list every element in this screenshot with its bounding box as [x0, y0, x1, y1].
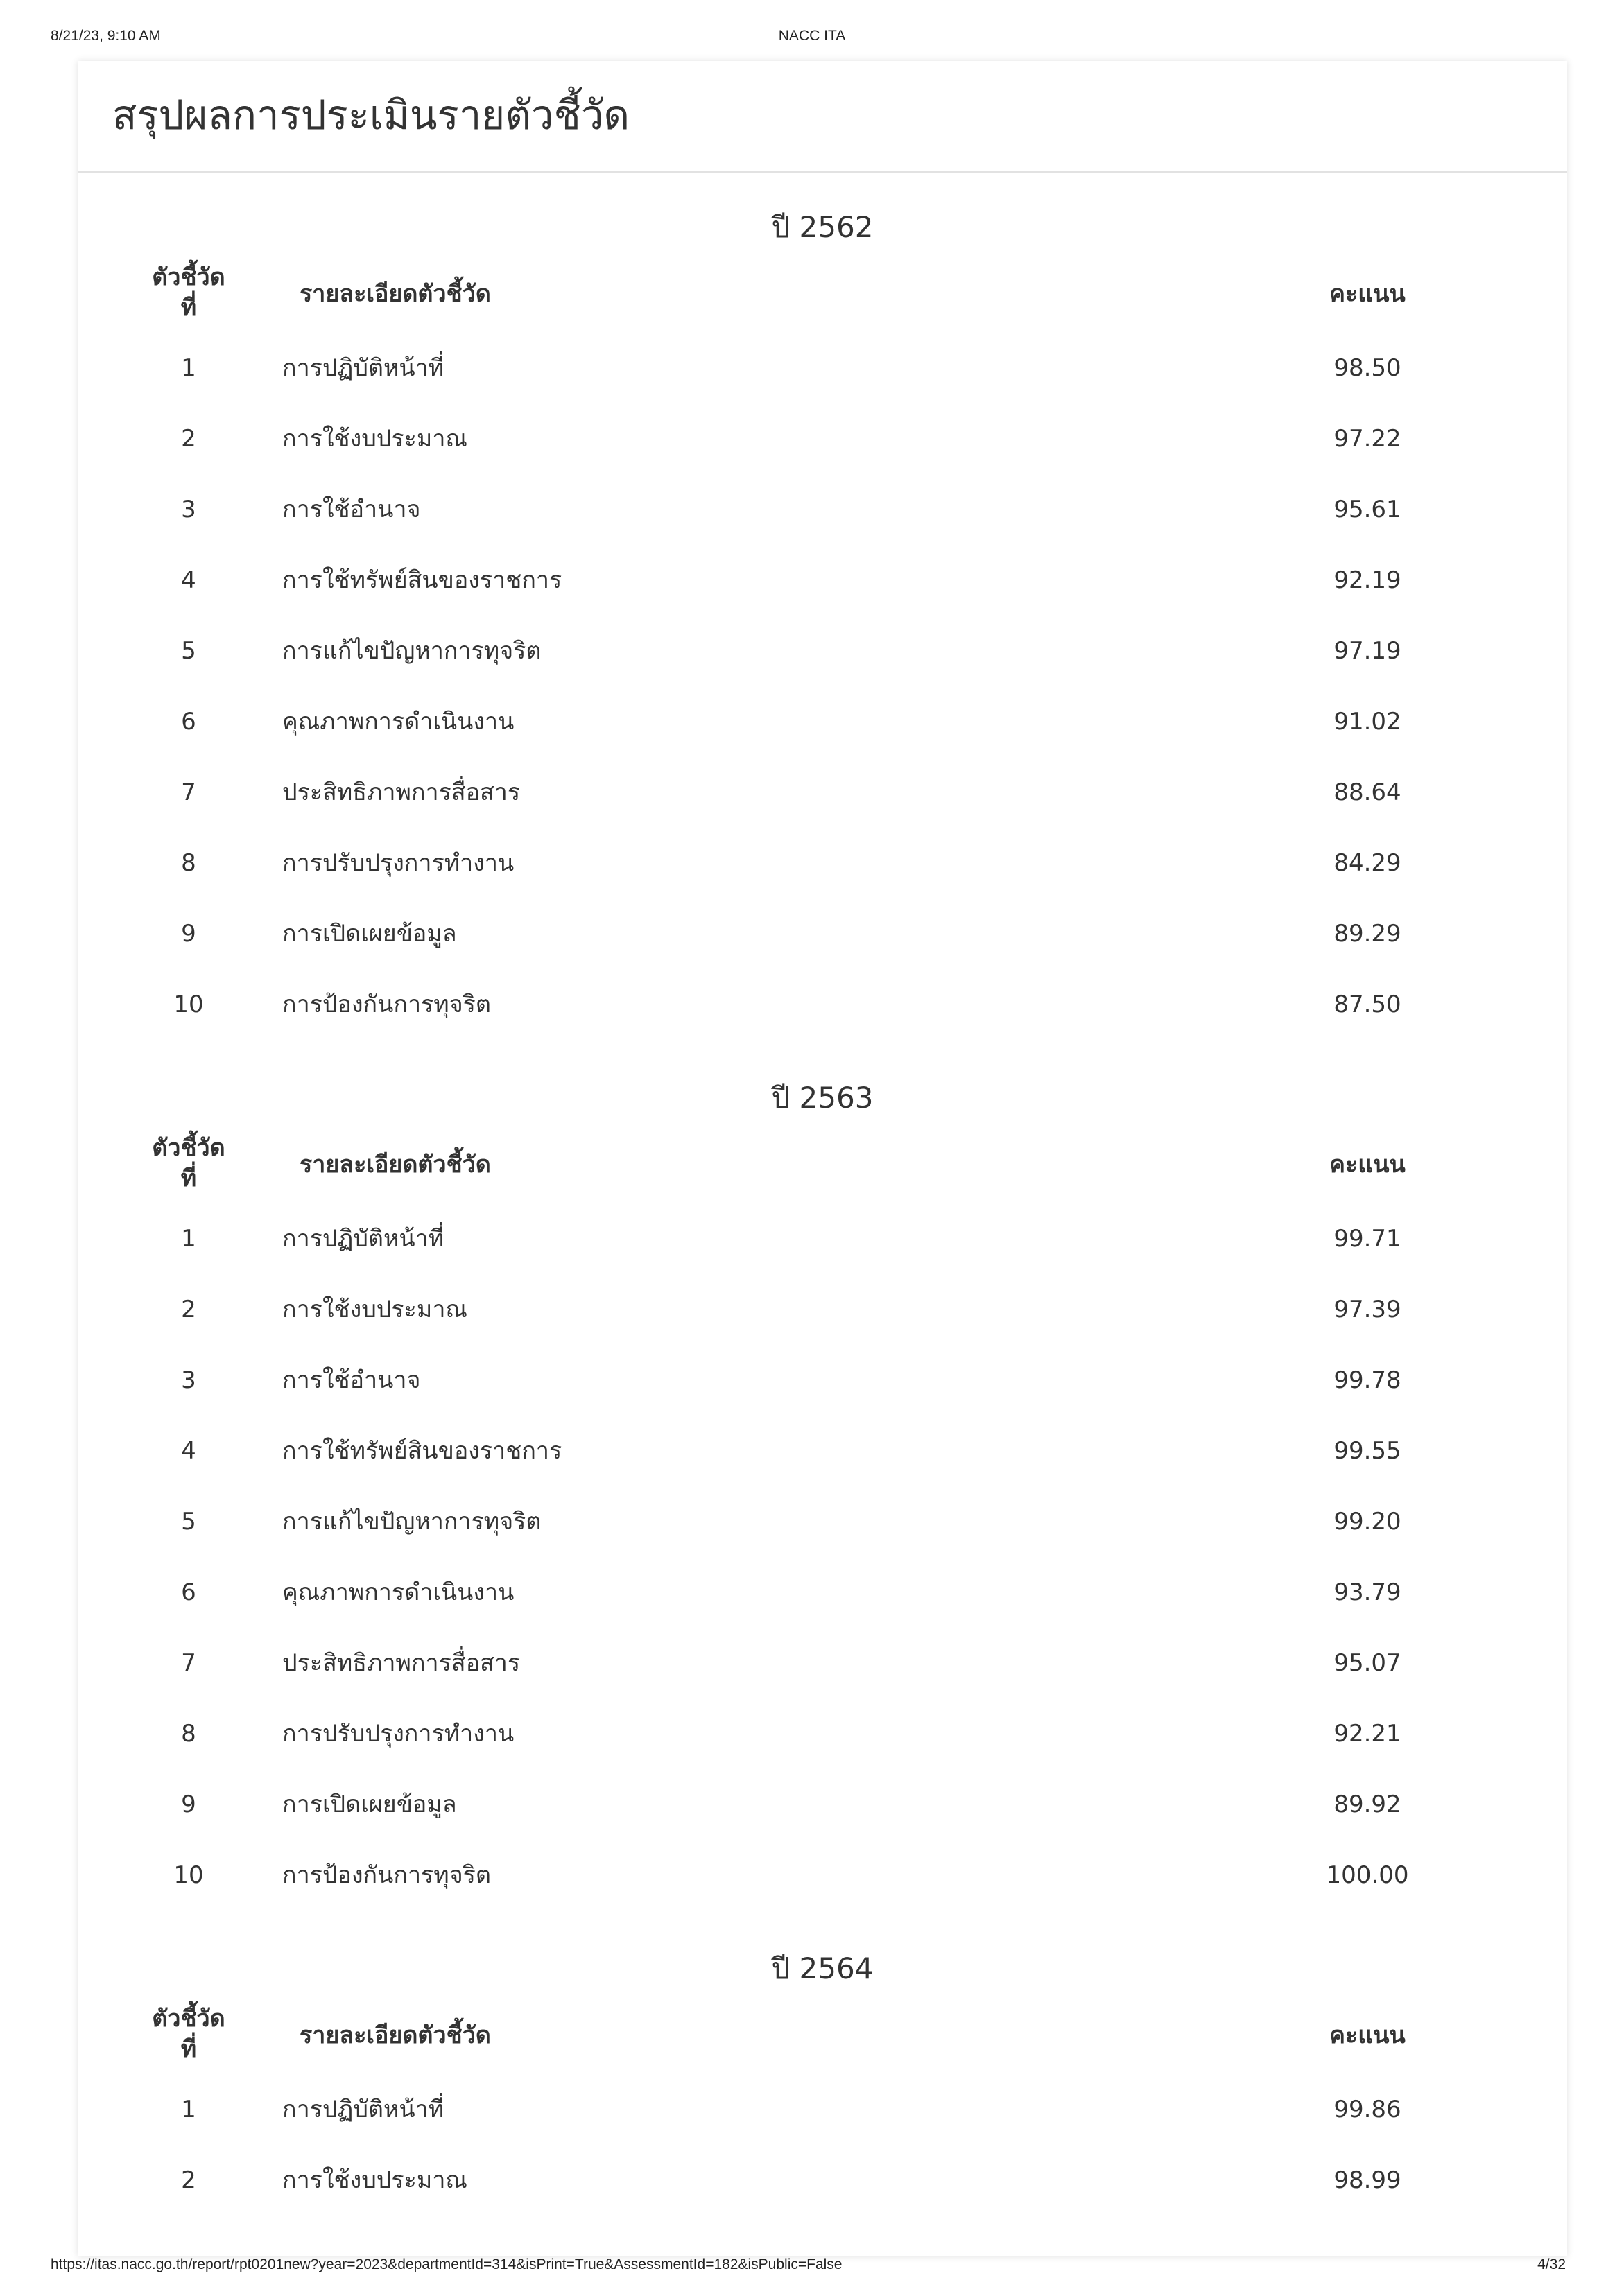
indicator-description: การใช้ทรัพย์สินของราชการ [282, 566, 562, 594]
indicator-no: 9 [181, 920, 196, 948]
table-row [78, 1345, 1567, 1416]
indicator-score: 95.07 [1333, 1649, 1401, 1677]
indicator-no: 8 [181, 1720, 196, 1748]
indicator-description: การใช้งบประมาณ [282, 1296, 467, 1323]
header-indicator-no-line1: ตัวชี้วัด [152, 1134, 225, 1162]
header-score: คะแนน [1329, 1151, 1406, 1179]
table-row [78, 545, 1567, 616]
table-row [78, 1840, 1567, 1911]
indicator-score: 100.00 [1326, 1861, 1409, 1889]
report-card [78, 61, 1567, 2256]
indicator-score: 91.02 [1333, 708, 1401, 736]
header-indicator-no [133, 1133, 244, 1194]
table-row [78, 1698, 1567, 1769]
indicator-no: 9 [181, 1791, 196, 1818]
table-row [78, 1557, 1567, 1628]
year-title: ปี 2563 [771, 1081, 874, 1115]
table-row [78, 757, 1567, 828]
table-row [78, 1416, 1567, 1486]
print-header [0, 28, 1624, 49]
indicator-score: 99.55 [1333, 1437, 1401, 1465]
print-site-title: NACC ITA [778, 28, 846, 44]
header-indicator-no-line2: ที่ [180, 2035, 197, 2063]
table-row [78, 1628, 1567, 1698]
indicator-score: 97.39 [1333, 1296, 1401, 1323]
indicator-score: 92.21 [1333, 1720, 1401, 1748]
indicator-no: 10 [173, 1861, 204, 1889]
indicator-description: การใช้อำนาจ [282, 496, 421, 523]
indicator-description: คุณภาพการดำเนินงาน [282, 1578, 515, 1606]
indicator-score: 89.29 [1333, 920, 1401, 948]
indicator-score: 87.50 [1333, 991, 1401, 1018]
indicator-description: การใช้งบประมาณ [282, 425, 467, 453]
title-divider [78, 171, 1567, 173]
header-indicator-no-line1: ตัวชี้วัด [152, 2005, 225, 2033]
indicator-no: 5 [181, 1508, 196, 1536]
page-title: สรุปผลการประเมินรายตัวชี้วัด [112, 92, 630, 139]
table-header [78, 1127, 1567, 1203]
table-row [78, 828, 1567, 898]
indicator-score: 97.19 [1333, 637, 1401, 665]
header-description: รายละเอียดตัวชี้วัด [300, 280, 491, 308]
table-row [78, 1274, 1567, 1345]
table-row [78, 403, 1567, 474]
indicator-no: 6 [181, 708, 196, 736]
indicator-description: การปฏิบัติหน้าที่ [282, 1225, 444, 1253]
indicator-no: 1 [181, 2096, 196, 2123]
indicator-score: 88.64 [1333, 779, 1401, 806]
indicator-score: 93.79 [1333, 1578, 1401, 1606]
indicator-description: ประสิทธิภาพการสื่อสาร [282, 1649, 521, 1677]
indicator-description: การปฏิบัติหน้าที่ [282, 2096, 444, 2123]
indicator-no: 4 [181, 1437, 196, 1465]
indicator-no: 2 [181, 2166, 196, 2194]
table-row [78, 2074, 1567, 2145]
indicator-description: การแก้ไขปัญหาการทุจริต [282, 637, 542, 665]
indicator-no: 1 [181, 1225, 196, 1253]
indicator-no: 8 [181, 849, 196, 877]
indicator-description: การป้องกันการทุจริต [282, 1861, 491, 1889]
indicator-score: 99.78 [1333, 1366, 1401, 1394]
indicator-score: 92.19 [1333, 566, 1401, 594]
indicator-score: 99.86 [1333, 2096, 1401, 2123]
indicator-description: คุณภาพการดำเนินงาน [282, 708, 515, 736]
indicator-description: การแก้ไขปัญหาการทุจริต [282, 1508, 542, 1536]
indicator-description: ประสิทธิภาพการสื่อสาร [282, 779, 521, 806]
header-description: รายละเอียดตัวชี้วัด [300, 1151, 491, 1179]
indicator-score: 98.99 [1333, 2166, 1401, 2194]
print-datetime: 8/21/23, 9:10 AM [51, 28, 161, 44]
table-row [78, 969, 1567, 1040]
indicator-no: 4 [181, 566, 196, 594]
indicator-no: 10 [173, 991, 204, 1018]
indicator-score: 99.20 [1333, 1508, 1401, 1536]
indicator-no: 2 [181, 425, 196, 453]
indicator-no: 7 [181, 779, 196, 806]
indicator-description: การใช้อำนาจ [282, 1366, 421, 1394]
indicator-description: การปรับปรุงการทำงาน [282, 849, 515, 877]
indicator-score: 89.92 [1333, 1791, 1401, 1818]
indicator-description: การใช้งบประมาณ [282, 2166, 467, 2194]
table-row [78, 1203, 1567, 1274]
indicator-no: 6 [181, 1578, 196, 1606]
table-row [78, 898, 1567, 969]
indicator-score: 95.61 [1333, 496, 1401, 523]
header-indicator-no [133, 2003, 244, 2064]
table-row [78, 333, 1567, 403]
table-row [78, 1769, 1567, 1840]
table-row [78, 474, 1567, 545]
indicator-no: 3 [181, 1366, 196, 1394]
indicator-score: 99.71 [1333, 1225, 1401, 1253]
indicator-score: 97.22 [1333, 425, 1401, 453]
table-row [78, 2145, 1567, 2216]
table-header [78, 256, 1567, 333]
indicator-no: 5 [181, 637, 196, 665]
indicator-description: การป้องกันการทุจริต [282, 991, 491, 1018]
print-footer [0, 2256, 1624, 2277]
indicator-description: การปรับปรุงการทำงาน [282, 1720, 515, 1748]
indicator-score: 98.50 [1333, 354, 1401, 382]
indicator-no: 2 [181, 1296, 196, 1323]
indicator-description: การปฏิบัติหน้าที่ [282, 354, 444, 382]
year-title: ปี 2564 [771, 1951, 874, 1985]
indicator-score: 84.29 [1333, 849, 1401, 877]
table-row [78, 1486, 1567, 1557]
table-row [78, 686, 1567, 757]
year-title: ปี 2562 [771, 210, 874, 244]
print-url: https://itas.nacc.go.th/report/rpt0201new?year=2023&departmentId=314&isPrint=True&AssessmentId=182&isPublic=False [51, 2256, 843, 2272]
header-indicator-no-line1: ตัวชี้วัด [152, 263, 225, 291]
header-indicator-no [133, 262, 244, 323]
header-score: คะแนน [1329, 2021, 1406, 2049]
table-row [78, 616, 1567, 686]
indicator-description: การเปิดเผยข้อมูล [282, 920, 457, 948]
indicator-no: 3 [181, 496, 196, 523]
header-score: คะแนน [1329, 280, 1406, 308]
indicator-no: 7 [181, 1649, 196, 1677]
table-header [78, 1998, 1567, 2074]
header-indicator-no-line2: ที่ [180, 294, 197, 322]
header-description: รายละเอียดตัวชี้วัด [300, 2021, 491, 2049]
print-page-number: 4/32 [1537, 2256, 1566, 2272]
indicator-description: การเปิดเผยข้อมูล [282, 1791, 457, 1818]
indicator-no: 1 [181, 354, 196, 382]
indicator-description: การใช้ทรัพย์สินของราชการ [282, 1437, 562, 1465]
header-indicator-no-line2: ที่ [180, 1165, 197, 1192]
